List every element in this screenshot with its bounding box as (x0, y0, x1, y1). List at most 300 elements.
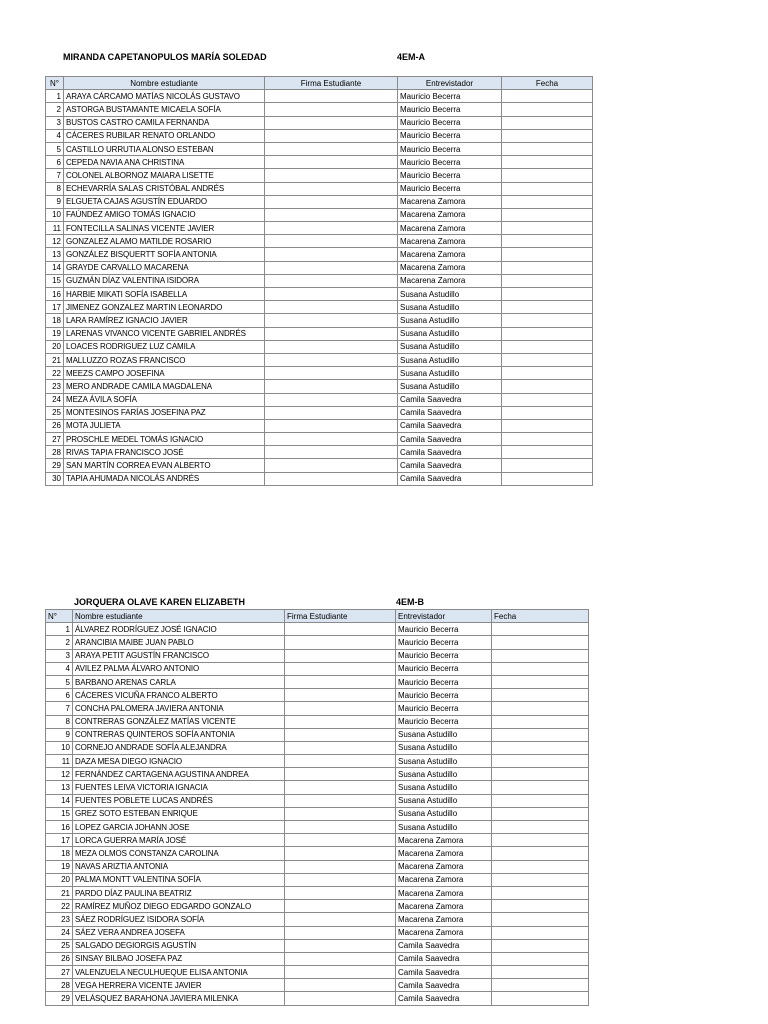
date-cell (502, 116, 593, 129)
table-body (46, 623, 589, 1005)
table-row (46, 380, 593, 393)
student-signature-cell (285, 966, 396, 979)
date-cell (502, 169, 593, 182)
date-cell (502, 419, 593, 432)
date-cell (502, 301, 593, 314)
student-name: CONTRERAS QUINTEROS SOFÍA ANTONIA (73, 728, 285, 741)
interviewer-name: Mauricio Becerra (396, 715, 492, 728)
student-name: MEZA OLMOS CONSTANZA CAROLINA (73, 847, 285, 860)
student-signature-cell (265, 419, 398, 432)
interviewer-name: Susana Astudillo (396, 821, 492, 834)
date-cell (502, 393, 593, 406)
date-cell (502, 90, 593, 103)
interviewer-name: Macarena Zamora (398, 261, 502, 274)
student-signature-cell (265, 367, 398, 380)
interviewer-name: Mauricio Becerra (398, 90, 502, 103)
table-header-row (46, 610, 589, 623)
student-signature-cell (285, 834, 396, 847)
table-row (46, 821, 589, 834)
student-name: BUSTOS CASTRO CAMILA FERNANDA (64, 116, 265, 129)
date-cell (492, 952, 589, 965)
student-name: CORNEJO ANDRADE SOFÍA ALEJANDRA (73, 741, 285, 754)
student-signature-cell (265, 156, 398, 169)
interviewer-name: Susana Astudillo (398, 340, 502, 353)
row-number: 14 (46, 261, 64, 274)
student-name: VALENZUELA NECULHUEQUE ELISA ANTONIA (73, 966, 285, 979)
table-body (46, 90, 593, 486)
student-signature-cell (265, 116, 398, 129)
interviewer-name: Mauricio Becerra (396, 636, 492, 649)
table-row (46, 926, 589, 939)
row-number: 16 (46, 821, 73, 834)
student-name: LOACES RODRIGUEZ LUZ CAMILA (64, 340, 265, 353)
table-row (46, 433, 593, 446)
student-signature-cell (265, 406, 398, 419)
table-row (46, 623, 589, 636)
interviewer-name: Susana Astudillo (396, 794, 492, 807)
student-name: CASTILLO URRUTIA ALONSO ESTEBAN (64, 142, 265, 155)
date-cell (492, 768, 589, 781)
student-signature-cell (285, 794, 396, 807)
student-name: TAPIA AHUMADA NICOLÁS ANDRÉS (64, 472, 265, 485)
date-cell (492, 913, 589, 926)
table-row (46, 182, 593, 195)
date-cell (502, 433, 593, 446)
student-name: PARDO DÍAZ PAULINA BEATRIZ (73, 886, 285, 899)
student-name: SAN MARTÍN CORREA EVAN ALBERTO (64, 459, 265, 472)
date-cell (502, 195, 593, 208)
col-header-student-signature: Firma Estudiante (285, 610, 396, 623)
table-row (46, 807, 589, 820)
student-signature-cell (265, 314, 398, 327)
date-cell (492, 623, 589, 636)
student-signature-cell (285, 675, 396, 688)
date-cell (502, 459, 593, 472)
date-cell (502, 353, 593, 366)
student-signature-cell (265, 142, 398, 155)
date-cell (492, 900, 589, 913)
interviewer-name: Camila Saavedra (396, 979, 492, 992)
table-row (46, 649, 589, 662)
date-cell (492, 649, 589, 662)
interviewer-name: Mauricio Becerra (396, 662, 492, 675)
date-cell (502, 314, 593, 327)
student-signature-cell (285, 939, 396, 952)
row-number: 5 (46, 142, 64, 155)
student-name: PROSCHLE MEDEL TOMÁS IGNACIO (64, 433, 265, 446)
student-name: MALLUZZO ROZAS FRANCISCO (64, 353, 265, 366)
student-name: CÁCERES VICUÑA FRANCO ALBERTO (73, 689, 285, 702)
interviewer-name: Mauricio Becerra (398, 142, 502, 155)
student-name: HARBIE MIKATI SOFÍA ISABELLA (64, 288, 265, 301)
student-signature-cell (285, 662, 396, 675)
student-name: BARBANO ARENAS CARLA (73, 675, 285, 688)
student-signature-cell (285, 768, 396, 781)
row-number: 11 (46, 222, 64, 235)
student-name: LORCA GUERRA MARÍA JOSÉ (73, 834, 285, 847)
row-number: 8 (46, 182, 64, 195)
date-cell (492, 834, 589, 847)
table-row (46, 913, 589, 926)
student-signature-cell (285, 913, 396, 926)
table-row (46, 768, 589, 781)
row-number: 24 (46, 926, 73, 939)
table-row (46, 142, 593, 155)
date-cell (502, 103, 593, 116)
row-number: 5 (46, 675, 73, 688)
date-cell (492, 939, 589, 952)
row-number: 20 (46, 340, 64, 353)
row-number: 2 (46, 636, 73, 649)
date-cell (502, 406, 593, 419)
interviewer-name: Mauricio Becerra (396, 689, 492, 702)
row-number: 1 (46, 623, 73, 636)
roster-table-4em-a (45, 76, 593, 486)
student-name: MOTA JULIETA (64, 419, 265, 432)
roster-table-4em-b (45, 609, 589, 1006)
row-number: 6 (46, 156, 64, 169)
col-header-date: Fecha (492, 610, 589, 623)
table-row (46, 103, 593, 116)
student-name: MONTESINOS FARÍAS JOSEFINA PAZ (64, 406, 265, 419)
table-row (46, 393, 593, 406)
interviewer-name: Susana Astudillo (396, 755, 492, 768)
teacher-name-b: JORQUERA OLAVE KAREN ELIZABETH (74, 597, 246, 607)
col-header-date: Fecha (502, 77, 593, 90)
teacher-name-a: MIRANDA CAPETANOPULOS MARÍA SOLEDAD (63, 52, 267, 62)
table-row (46, 156, 593, 169)
date-cell (502, 156, 593, 169)
row-number: 28 (46, 446, 64, 459)
student-name: ARANCIBIA MAIBE JUAN PABLO (73, 636, 285, 649)
table-row (46, 314, 593, 327)
interviewer-name: Camila Saavedra (396, 939, 492, 952)
date-cell (492, 860, 589, 873)
student-name: CÁCERES RUBILAR RENATO ORLANDO (64, 129, 265, 142)
row-number: 1 (46, 90, 64, 103)
interviewer-name: Susana Astudillo (396, 781, 492, 794)
student-name: FONTECILLA SALINAS VICENTE JAVIER (64, 222, 265, 235)
interviewer-name: Macarena Zamora (396, 926, 492, 939)
student-name: FERNÁNDEZ CARTAGENA AGUSTINA ANDREA (73, 768, 285, 781)
interviewer-name: Susana Astudillo (398, 288, 502, 301)
student-name: DAZA MESA DIEGO IGNACIO (73, 755, 285, 768)
interviewer-name: Camila Saavedra (398, 446, 502, 459)
row-number: 30 (46, 472, 64, 485)
student-name: SÁEZ VERA ANDREA JOSEFA (73, 926, 285, 939)
student-name: MERO ANDRADE CAMILA MAGDALENA (64, 380, 265, 393)
student-name: ÁLVAREZ RODRÍGUEZ JOSÉ IGNACIO (73, 623, 285, 636)
student-name: FUENTES LEIVA VICTORIA IGNACIA (73, 781, 285, 794)
row-number: 23 (46, 380, 64, 393)
date-cell (492, 807, 589, 820)
student-signature-cell (285, 860, 396, 873)
student-name: JIMENEZ GONZALEZ MARTIN LEONARDO (64, 301, 265, 314)
table-row (46, 169, 593, 182)
student-name: GREZ SOTO ESTEBAN ENRIQUE (73, 807, 285, 820)
date-cell (492, 926, 589, 939)
student-signature-cell (285, 952, 396, 965)
row-number: 17 (46, 834, 73, 847)
student-signature-cell (265, 169, 398, 182)
row-number: 14 (46, 794, 73, 807)
student-signature-cell (265, 103, 398, 116)
student-signature-cell (285, 926, 396, 939)
table-row (46, 195, 593, 208)
table-header-row (46, 77, 593, 90)
student-signature-cell (265, 327, 398, 340)
interviewer-name: Mauricio Becerra (396, 702, 492, 715)
student-name: PALMA MONTT VALENTINA SOFÍA (73, 873, 285, 886)
student-name: RIVAS TAPIA FRANCISCO JOSÉ (64, 446, 265, 459)
interviewer-name: Mauricio Becerra (398, 103, 502, 116)
table-row (46, 939, 589, 952)
date-cell (492, 966, 589, 979)
student-name: FAÚNDEZ AMIGO TOMÁS IGNACIO (64, 208, 265, 221)
interviewer-name: Susana Astudillo (398, 353, 502, 366)
table-row (46, 274, 593, 287)
date-cell (502, 327, 593, 340)
table-row (46, 367, 593, 380)
table-row (46, 406, 593, 419)
row-number: 24 (46, 393, 64, 406)
row-number: 21 (46, 353, 64, 366)
table-row (46, 446, 593, 459)
date-cell (502, 222, 593, 235)
interviewer-name: Camila Saavedra (398, 406, 502, 419)
student-name: COLONEL ALBORNOZ MAIARA LISETTE (64, 169, 265, 182)
interviewer-name: Camila Saavedra (396, 952, 492, 965)
student-signature-cell (285, 741, 396, 754)
date-cell (502, 367, 593, 380)
student-signature-cell (265, 380, 398, 393)
row-number: 26 (46, 952, 73, 965)
interviewer-name: Mauricio Becerra (396, 623, 492, 636)
student-signature-cell (265, 274, 398, 287)
interviewer-name: Susana Astudillo (396, 728, 492, 741)
student-signature-cell (285, 873, 396, 886)
table-row (46, 715, 589, 728)
date-cell (492, 702, 589, 715)
interviewer-name: Macarena Zamora (398, 248, 502, 261)
student-signature-cell (285, 702, 396, 715)
date-cell (492, 741, 589, 754)
date-cell (492, 675, 589, 688)
table-row (46, 662, 589, 675)
date-cell (492, 794, 589, 807)
student-signature-cell (265, 208, 398, 221)
table-row (46, 261, 593, 274)
interviewer-name: Macarena Zamora (398, 274, 502, 287)
student-name: GUZMÁN DÍAZ VALENTINA ISIDORA (64, 274, 265, 287)
student-name: ARAYA CÁRCAMO MATÍAS NICOLÁS GUSTAVO (64, 90, 265, 103)
table-row (46, 129, 593, 142)
col-header-student-signature: Firma Estudiante (265, 77, 398, 90)
table-row (46, 222, 593, 235)
date-cell (502, 472, 593, 485)
student-name: AVILEZ PALMA ÁLVARO ANTONIO (73, 662, 285, 675)
student-signature-cell (285, 689, 396, 702)
row-number: 19 (46, 327, 64, 340)
date-cell (492, 755, 589, 768)
row-number: 26 (46, 419, 64, 432)
date-cell (502, 446, 593, 459)
date-cell (492, 689, 589, 702)
interviewer-name: Macarena Zamora (396, 913, 492, 926)
row-number: 7 (46, 169, 64, 182)
interviewer-name: Macarena Zamora (398, 208, 502, 221)
row-number: 16 (46, 288, 64, 301)
interviewer-name: Macarena Zamora (398, 235, 502, 248)
table-row (46, 900, 589, 913)
student-signature-cell (265, 248, 398, 261)
row-number: 3 (46, 116, 64, 129)
table-row (46, 636, 589, 649)
row-number: 2 (46, 103, 64, 116)
date-cell (502, 142, 593, 155)
table-row (46, 794, 589, 807)
interviewer-name: Susana Astudillo (396, 768, 492, 781)
table-row (46, 301, 593, 314)
date-cell (502, 129, 593, 142)
interviewer-name: Susana Astudillo (398, 327, 502, 340)
student-signature-cell (265, 235, 398, 248)
table-row (46, 235, 593, 248)
table-row (46, 675, 589, 688)
table-row (46, 248, 593, 261)
table-row (46, 966, 589, 979)
interviewer-name: Camila Saavedra (398, 459, 502, 472)
course-label-a: 4EM-A (397, 52, 426, 62)
student-signature-cell (285, 847, 396, 860)
student-signature-cell (285, 649, 396, 662)
student-signature-cell (265, 301, 398, 314)
row-number: 22 (46, 900, 73, 913)
student-signature-cell (265, 182, 398, 195)
student-name: MEZA ÁVILA SOFÍA (64, 393, 265, 406)
date-cell (492, 873, 589, 886)
row-number: 23 (46, 913, 73, 926)
col-header-student-name: Nombre estudiante (64, 77, 265, 90)
student-signature-cell (265, 340, 398, 353)
table-row (46, 702, 589, 715)
row-number: 9 (46, 195, 64, 208)
table-row (46, 781, 589, 794)
table-row (46, 340, 593, 353)
student-signature-cell (265, 459, 398, 472)
interviewer-name: Mauricio Becerra (398, 182, 502, 195)
row-number: 10 (46, 208, 64, 221)
row-number: 27 (46, 433, 64, 446)
interviewer-name: Camila Saavedra (398, 393, 502, 406)
row-number: 7 (46, 702, 73, 715)
student-signature-cell (265, 261, 398, 274)
row-number: 13 (46, 248, 64, 261)
table-row (46, 741, 589, 754)
interviewer-name: Macarena Zamora (396, 860, 492, 873)
student-signature-cell (285, 979, 396, 992)
interviewer-name: Macarena Zamora (396, 847, 492, 860)
table-row (46, 860, 589, 873)
row-number: 29 (46, 992, 73, 1005)
student-name: MEEZS CAMPO JOSEFINA (64, 367, 265, 380)
interviewer-name: Mauricio Becerra (398, 129, 502, 142)
interviewer-name: Mauricio Becerra (398, 116, 502, 129)
student-name: LOPEZ GARCIA JOHANN JOSE (73, 821, 285, 834)
row-number: 19 (46, 860, 73, 873)
table-row (46, 834, 589, 847)
student-name: GONZALEZ ALAMO MATILDE ROSARIO (64, 235, 265, 248)
student-name: GONZÁLEZ BISQUERTT SOFÍA ANTONIA (64, 248, 265, 261)
interviewer-name: Susana Astudillo (398, 380, 502, 393)
date-cell (502, 261, 593, 274)
table-row (46, 419, 593, 432)
table-row (46, 689, 589, 702)
interviewer-name: Susana Astudillo (396, 741, 492, 754)
row-number: 17 (46, 301, 64, 314)
col-header-number: N° (46, 610, 73, 623)
row-number: 8 (46, 715, 73, 728)
table-row (46, 979, 589, 992)
student-signature-cell (265, 288, 398, 301)
interviewer-name: Susana Astudillo (398, 301, 502, 314)
student-signature-cell (265, 222, 398, 235)
interviewer-name: Camila Saavedra (398, 433, 502, 446)
date-cell (492, 636, 589, 649)
date-cell (502, 340, 593, 353)
student-name: LARA RAMÍREZ IGNACIO JAVIER (64, 314, 265, 327)
col-header-number: N° (46, 77, 64, 90)
student-name: CONCHA PALOMERA JAVIERA ANTONIA (73, 702, 285, 715)
table-row (46, 208, 593, 221)
date-cell (502, 208, 593, 221)
student-signature-cell (285, 992, 396, 1005)
table-row (46, 728, 589, 741)
student-name: VELÁSQUEZ BARAHONA JAVIERA MILENKA (73, 992, 285, 1005)
interviewer-name: Macarena Zamora (396, 900, 492, 913)
table-row (46, 873, 589, 886)
row-number: 21 (46, 886, 73, 899)
row-number: 18 (46, 847, 73, 860)
interviewer-name: Macarena Zamora (398, 195, 502, 208)
col-header-interviewer: Entrevistador (396, 610, 492, 623)
student-signature-cell (285, 636, 396, 649)
row-number: 27 (46, 966, 73, 979)
table-row (46, 886, 589, 899)
row-number: 4 (46, 129, 64, 142)
row-number: 28 (46, 979, 73, 992)
table-row (46, 847, 589, 860)
date-cell (492, 992, 589, 1005)
student-signature-cell (265, 393, 398, 406)
interviewer-name: Camila Saavedra (396, 992, 492, 1005)
student-signature-cell (285, 900, 396, 913)
interviewer-name: Camila Saavedra (396, 966, 492, 979)
date-cell (492, 847, 589, 860)
student-name: ASTORGA BUSTAMANTE MICAELA SOFÍA (64, 103, 265, 116)
col-header-interviewer: Entrevistador (398, 77, 502, 90)
date-cell (492, 886, 589, 899)
student-signature-cell (265, 446, 398, 459)
student-signature-cell (285, 886, 396, 899)
interviewer-name: Macarena Zamora (396, 886, 492, 899)
student-signature-cell (285, 781, 396, 794)
interviewer-name: Macarena Zamora (398, 222, 502, 235)
student-signature-cell (265, 433, 398, 446)
interviewer-name: Mauricio Becerra (396, 675, 492, 688)
interviewer-name: Susana Astudillo (398, 314, 502, 327)
row-number: 18 (46, 314, 64, 327)
